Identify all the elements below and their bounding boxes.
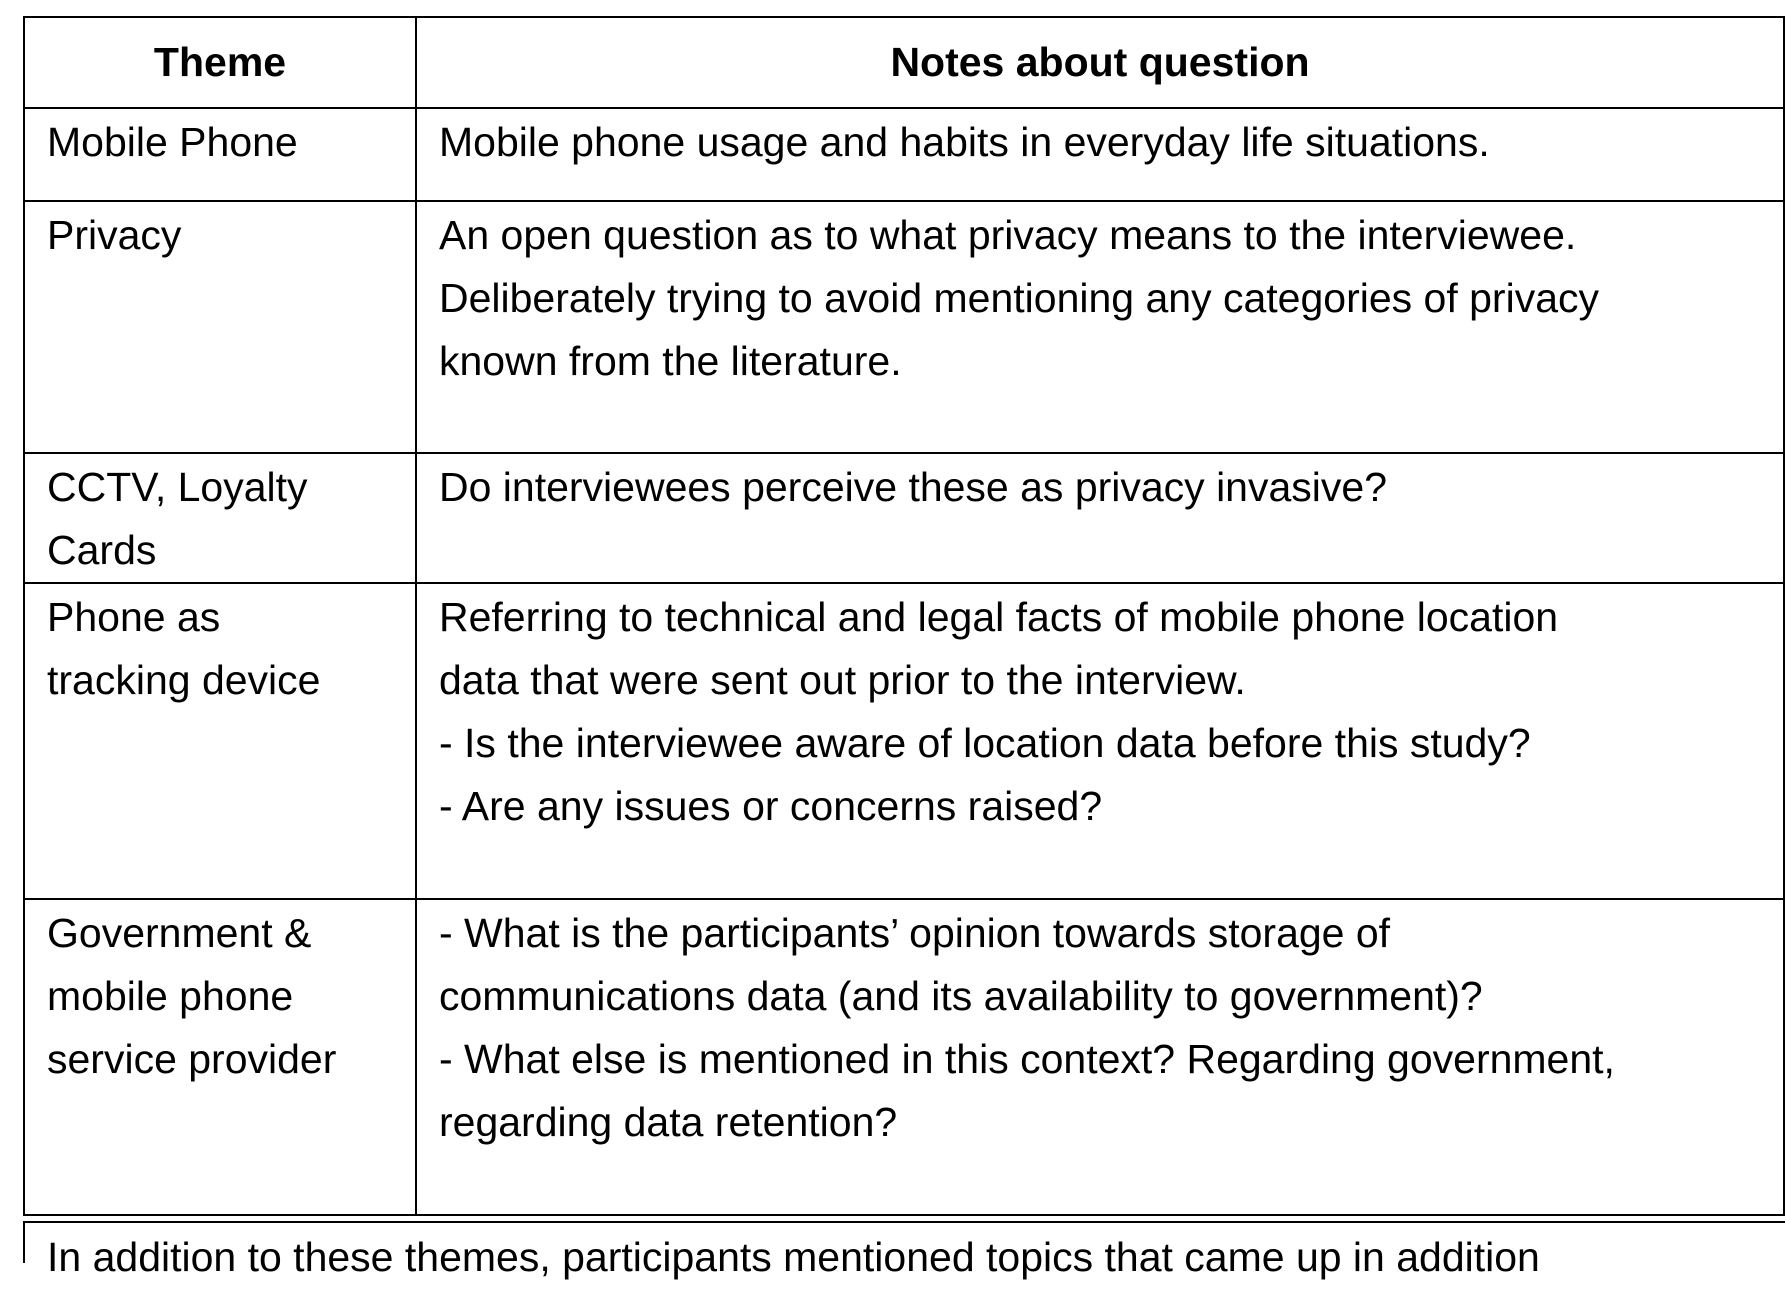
theme-text: Cards <box>47 527 157 573</box>
notes-column-header: Notes about question <box>416 17 1784 108</box>
theme-text: tracking device <box>47 657 321 703</box>
theme-column-header: Theme <box>24 17 416 108</box>
notes-text: - Are any issues or concerns raised? <box>439 783 1103 829</box>
theme-text: CCTV, Loyalty <box>47 464 308 510</box>
notes-text: communications data (and its availability to government)? <box>439 973 1483 1019</box>
table-row <box>24 453 1784 583</box>
notes-text: Do interviewees perceive these as privacy invasive? <box>439 464 1388 510</box>
theme-text: Phone as <box>47 594 221 640</box>
notes-text: An open question as to what privacy means to the interviewee. <box>439 212 1577 258</box>
interview-themes-table <box>23 16 1785 1216</box>
table-row <box>24 108 1784 201</box>
theme-cell <box>24 201 416 453</box>
notes-cell <box>416 108 1784 201</box>
notes-cell <box>416 583 1784 899</box>
continuation-row <box>23 1221 1785 1280</box>
notes-text: Mobile phone usage and habits in everyday life situations. <box>439 119 1490 165</box>
table-row <box>24 899 1784 1215</box>
table-row <box>24 583 1784 899</box>
table-row <box>24 201 1784 453</box>
notes-text: Deliberately trying to avoid mentioning any categories of privacy <box>439 275 1599 321</box>
theme-cell <box>24 108 416 201</box>
notes-text: regarding data retention? <box>439 1099 898 1145</box>
notes-text: - Is the interviewee aware of location data before this study? <box>439 720 1531 766</box>
theme-text: service provider <box>47 1036 337 1082</box>
table-header-row <box>24 17 1784 108</box>
notes-text: data that were sent out prior to the interview. <box>439 657 1246 703</box>
notes-text: - What is the participants’ opinion towards storage of <box>439 910 1391 956</box>
notes-cell <box>416 453 1784 583</box>
theme-text: mobile phone <box>47 973 294 1019</box>
notes-text: Referring to technical and legal facts of mobile phone location <box>439 594 1559 640</box>
continuation-text: In addition to these themes, participants mentioned topics that came up in addition <box>47 1234 1540 1280</box>
theme-cell <box>24 583 416 899</box>
notes-cell <box>416 899 1784 1215</box>
notes-cell <box>416 201 1784 453</box>
notes-text: - What else is mentioned in this context? Regarding government, <box>439 1036 1615 1082</box>
notes-text: known from the literature. <box>439 338 902 384</box>
theme-text: Mobile Phone <box>47 119 298 165</box>
theme-text: Privacy <box>47 212 182 258</box>
theme-cell <box>24 453 416 583</box>
theme-cell <box>24 899 416 1215</box>
theme-text: Government & <box>47 910 312 956</box>
